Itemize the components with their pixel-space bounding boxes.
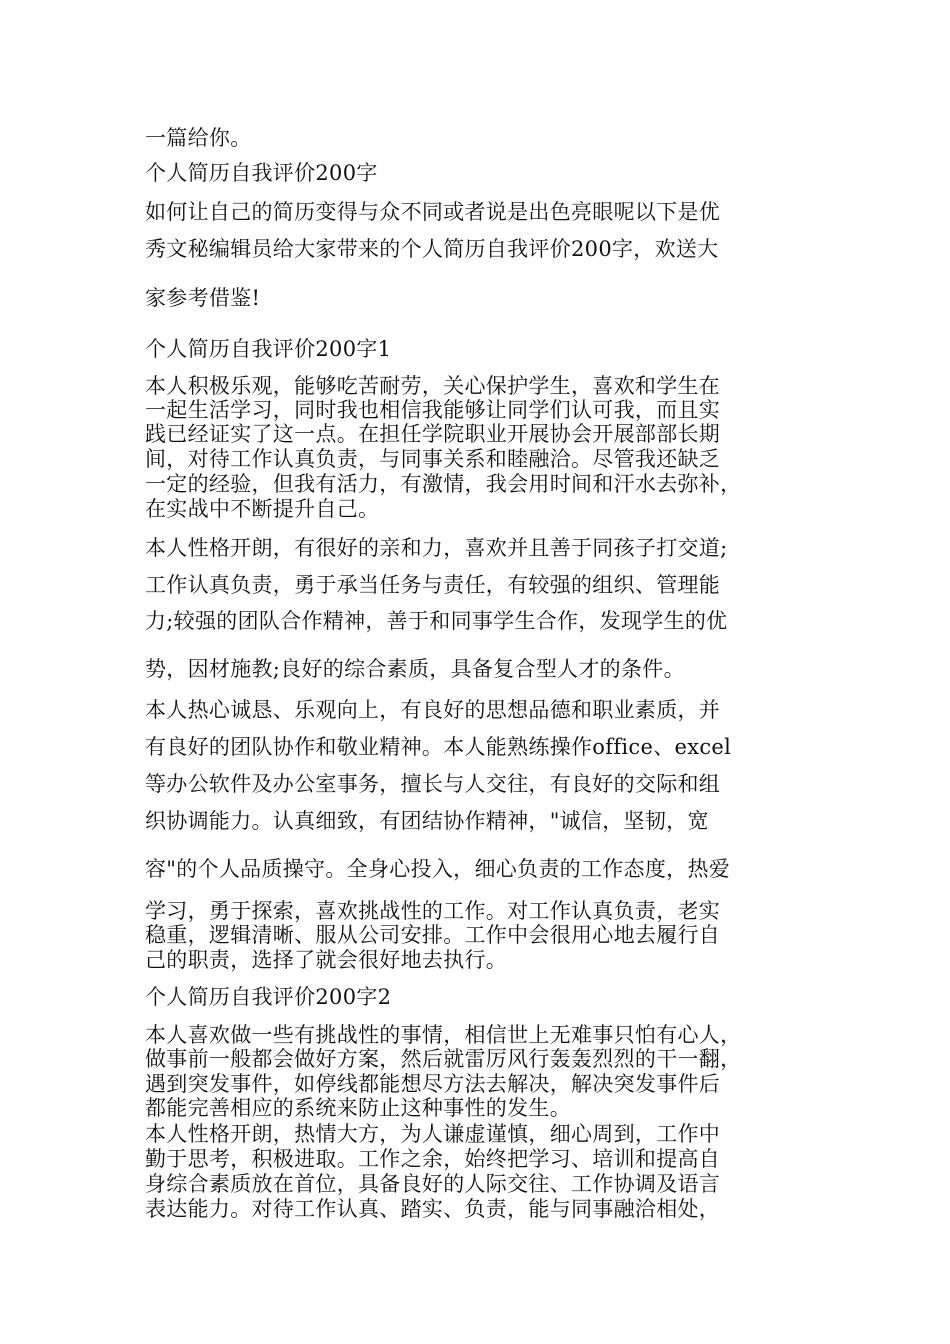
text-line: 势，因材施教;良好的综合素质，具备复合型人才的条件。 [145, 657, 685, 681]
text-line: 己的职责，选择了就会很好地去执行。 [145, 948, 508, 972]
text-line: 做事前一般都会做好方案，然后就雷厉风行轰轰烈烈的干一翻， [145, 1047, 742, 1071]
text-line: 学习，勇于探索，喜欢挑战性的工作。对工作认真负责，老实 [145, 899, 721, 923]
section-heading: 个人简历自我评价200字1 [145, 337, 392, 361]
text-line: 身综合素质放在首位，具备良好的人际交往、工作协调及语言 [145, 1172, 721, 1196]
section-heading: 个人简历自我评价200字2 [145, 985, 392, 1009]
text-line: 织协调能力。认真细致，有团结协作精神，"诚信，坚韧，宽 [145, 809, 709, 833]
text-line: 力;较强的团队合作精神，善于和同事学生合作，发现学生的优 [145, 609, 728, 633]
text-line: 本人喜欢做一些有挑战性的事情，相信世上无难事只怕有心人， [145, 1023, 742, 1047]
text-line: 一定的经验，但我有活力，有激情，我会用时间和汗水去弥补， [145, 472, 742, 496]
text-line: 本人性格开朗，热情大方，为人谦虚谨慎，细心周到，工作中 [145, 1122, 721, 1146]
text-line: 勤于思考，积极进取。工作之余，始终把学习、培训和提高自 [145, 1147, 721, 1171]
text-line: 本人积极乐观，能够吃苦耐劳，关心保护学生，喜欢和学生在 [145, 374, 721, 398]
text-line: 遇到突发事件，如停线都能想尽方法去解决，解决突发事件后 [145, 1072, 721, 1096]
text-line: 秀文秘编辑员给大家带来的个人简历自我评价200字，欢送大 [145, 237, 719, 261]
text-line: 稳重，逻辑清晰、服从公司安排。工作中会很用心地去履行自 [145, 923, 721, 947]
text-line: 有良好的团队协作和敬业精神。本人能熟练操作office、excel [145, 735, 732, 759]
text-line: 工作认真负责，勇于承当任务与责任，有较强的组织、管理能 [145, 573, 721, 597]
text-line: 践已经证实了这一点。在担任学院职业开展协会开展部部长期 [145, 422, 721, 446]
section-heading: 个人简历自我评价200字 [145, 161, 378, 185]
text-line: 等办公软件及办公室事务，擅长与人交往，有良好的交际和组 [145, 772, 721, 796]
text-line: 本人热心诚恳、乐观向上，有良好的思想品德和职业素质，并 [145, 698, 721, 722]
text-line: 家参考借鉴! [145, 286, 261, 310]
text-line: 一起生活学习，同时我也相信我能够让同学们认可我，而且实 [145, 398, 721, 422]
text-line: 都能完善相应的系统来防止这种事性的发生。 [145, 1096, 571, 1120]
text-line: 容"的个人品质操守。全身心投入，细心负责的工作态度，热爱 [145, 857, 731, 881]
text-line: 本人性格开朗，有很好的亲和力，喜欢并且善于同孩子打交道; [145, 536, 728, 560]
text-line: 表达能力。对待工作认真、踏实、负责，能与同事融洽相处， [145, 1197, 721, 1221]
text-line: 在实战中不断提升自己。 [145, 497, 380, 521]
text-line: 一篇给你。 [145, 126, 252, 150]
text-line: 间，对待工作认真负责，与同事关系和睦融洽。尽管我还缺乏 [145, 447, 721, 471]
text-line: 如何让自己的简历变得与众不同或者说是出色亮眼呢以下是优 [145, 200, 721, 224]
